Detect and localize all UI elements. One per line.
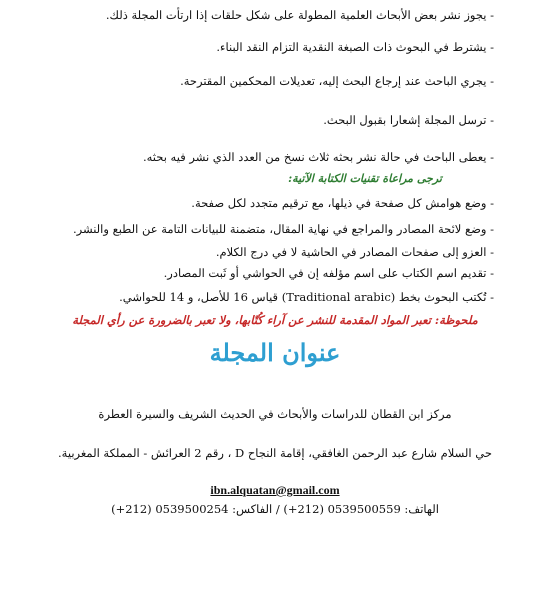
address-heading: عنوان المجلة — [209, 338, 341, 367]
rule-item: - يعطى الباحث في حالة نشر بحثه ثلاث نسخ من العدد الذي نشر فيه بحثه. — [142, 150, 494, 164]
technical-rule-item: - العزو إلى صفحات المصادر في الحاشية لا في درج الكلام. — [215, 245, 494, 259]
phone-fax-line: الهاتف: 0539500559 (212+) / الفاكس: 0539500254 (212+) — [111, 502, 439, 516]
rule-item: - ترسل المجلة إشعارا بقبول البحث. — [323, 113, 494, 127]
technical-rule-item: - وضع لائحة المصادر والمراجع في نهاية المقال، متضمنة للبيانات التامة عن الطبع والنشر. — [72, 222, 494, 236]
disclaimer-note: ملحوظة: تعبر المواد المقدمة للنشر عن آراء كُتّابها، ولا تعبر بالضرورة عن رأي المجلة — [72, 313, 478, 327]
rule-item: - يجوز نشر بعض الأبحاث العلمية المطولة على شكل حلقات إذا ارتأت المجلة ذلك. — [105, 8, 494, 22]
technical-rule-item: - تُكتب البحوث بخط (Traditional arabic) قياس 16 للأصل، و 14 للحواشي. — [119, 290, 494, 304]
technical-rule-item: - وضع هوامش كل صفحة في ذيلها، مع ترقيم متجدد لكل صفحة. — [191, 196, 494, 210]
rule-item: - يشترط في البحوث ذات الصبغة النقدية التزام النقد البناء. — [216, 40, 494, 54]
email-row — [0, 483, 550, 498]
technical-rule-item: - تقديم اسم الكتاب على اسم مؤلفه إن في الحواشي أو ثَبت المصادر. — [163, 266, 494, 280]
rule-item: - يجري الباحث عند إرجاع البحث إليه، تعديلات المحكمين المقترحة. — [180, 74, 494, 88]
email-link[interactable]: ibn.alquatan@gmail.com — [210, 483, 340, 497]
street-address: حي السلام شارع عبد الرحمن الغافقي، إقامة النجاح D ، رقم 2 العرائش - المملكة المغربية. — [58, 446, 492, 460]
center-name: مركز ابن القطان للدراسات والأبحاث في الحديث الشريف والسيرة العطرة — [98, 407, 452, 421]
technical-heading: ترجى مراعاة تقنيات الكتابة الآتية: — [288, 172, 442, 185]
